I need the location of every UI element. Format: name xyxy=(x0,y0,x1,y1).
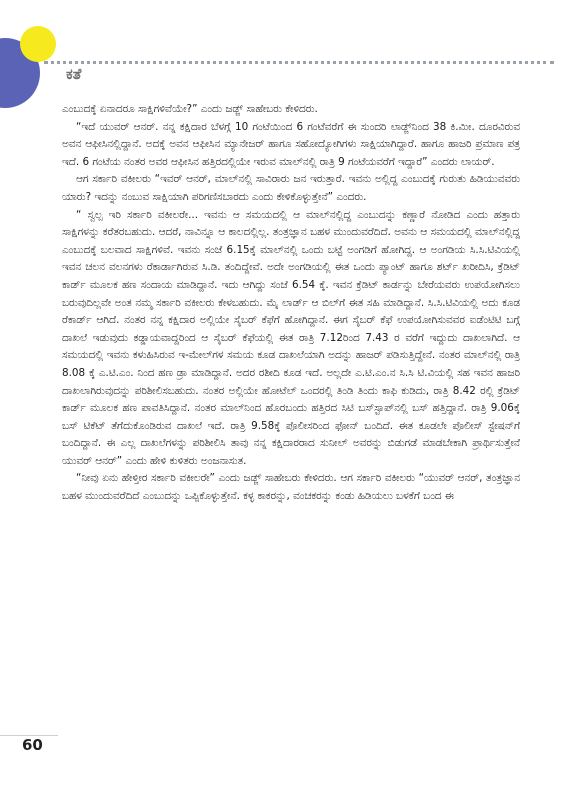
decorative-yellow-circle xyxy=(20,26,56,62)
section-label: ಕತೆ xyxy=(66,65,82,83)
paragraph: ಆಗ ಸರ್ಕಾರಿ ವಕೀಲರು “ಇವರ್ ಆನರ್, ಮಾಲ್‌ನಲ್ಲಿ ಸಾವಿರಾರು ಜನ ಇರುತ್ತಾರೆ. ಇವನು ಅಲ್ಲಿದ್ದ ಎಂಬುದಕ್ಕೆ ಗುರುತು ಹಿಡಿಯುವವರು ಯಾರು? ಇದನ್ನು ನಂಬುವ ಸಾಕ್ಷಿಯಾಗಿ ಪರಿಗಣಿಸಬಾರದು ಎಂದು ಕೇಳಿಕೊಳ್ಳುತ್ತೇನೆ” ಎಂದರು. xyxy=(62,173,520,203)
article-body xyxy=(62,101,520,506)
dotted-header-rule xyxy=(44,61,554,64)
page-number: 60 xyxy=(22,736,43,754)
paragraph: ಎಂಬುದಕ್ಕೆ ಏನಾದರೂ ಸಾಕ್ಷಿಗಳಿವೆಯೇ?” ಎಂದು ಜಡ್ಜ್ ಸಾಹೇಬರು ಕೇಳಿದರು. xyxy=(62,103,318,115)
paragraph: “ಇದೆ ಯುವರ್ ಆನರ್. ನನ್ನ ಕಕ್ಷಿದಾರ ಬೆಳಗ್ಗೆ 10 ಗಂಟೆಯಿಂದ 6 ಗಂಟೆವರೆಗೆ ಈ ಸುಂದರಿ ಲಾಡ್ಜ್‌ನಿಂದ 38 ಕಿ.ಮೀ. ದೂರವಿರುವ ಅವನ ಆಫೀಸಿನಲ್ಲಿದ್ದಾನೆ. ಅದಕ್ಕೆ ಅವನ ಆಫೀಸಿನ ಮ್ಯಾನೇಜರ್ ಹಾಗೂ ಸಹೋದ್ಯೋಗಿಗಳು ಸಾಕ್ಷಿಯಾಗಿದ್ದಾರೆ. ಹಾಗೂ ಹಾಜರಿ ಪ್ರಮಾಣ ಪತ್ರ ಇದೆ. 6 ಗಂಟೆಯ ನಂತರ ಅವರ ಆಫೀಸಿನ ಹತ್ತಿರದಲ್ಲಿಯೇ ಇರುವ ಮಾಲ್‌ನಲ್ಲಿ ರಾತ್ರಿ 9 ಗಂಟೆಯವರೆಗೆ ಇದ್ದಾರೆ” ಎಂದರು ಲಾಯರ್. xyxy=(62,120,520,168)
paragraph: “ ಸ್ವಲ್ಪ ಇರಿ ಸರ್ಕಾರಿ ವಕೀಲರೇ... ಇವನು ಆ ಸಮಯದಲ್ಲಿ ಆ ಮಾಲ್‌ನಲ್ಲಿದ್ದ ಎಂಬುದನ್ನು ಕಣ್ಣಾರೆ ನೋಡಿದ ಎಂದು ಹತ್ತಾರು ಸಾಕ್ಷಿಗಳನ್ನು ಕರೆತರಬಹುದು. ಆದರೆ, ನಾವಿನ್ನೂ ಆ ಕಾಲದಲ್ಲಿಲ್ಲ. ತಂತ್ರಜ್ಞಾನ ಬಹಳ ಮುಂದುವರೆದಿದೆ. ಅವನು ಆ ಸಮಯದಲ್ಲಿ ಮಾಲ್‌ನಲ್ಲಿದ್ದ ಎಂಬುದಕ್ಕೆ ಬಲವಾದ ಸಾಕ್ಷಿಗಳಿವೆ. ಇವನು ಸಂಜೆ 6.15ಕ್ಕೆ ಮಾಲ್‌ನಲ್ಲಿ ಒಂದು ಬಟ್ಟೆ ಅಂಗಡಿಗೆ ಹೋಗಿದ್ದ. ಆ ಅಂಗಡಿಯ ಸಿ.ಸಿ.ಟಿವಿಯಲ್ಲಿ ಇವನ ಚಲನ ವಲನಗಳು ರೆಕಾರ್ಡಾಗಿರುವ ಸಿ.ಡಿ. ತಂದಿದ್ದೇವೆ. ಅದೇ ಅಂಗಡಿಯಲ್ಲಿ ಈತ ಒಂದು ಪ್ಯಾಂಟ್ ಹಾಗೂ ಶರ್ಟ್ ಖರೀದಿಸಿ, ಕ್ರೆಡಿಟ್ ಕಾರ್ಡ್ ಮೂಲಕ ಹಣ ಸಂದಾಯ ಮಾಡಿದ್ದಾನೆ. ಇದು ಆಗಿದ್ದು ಸಂಜೆ 6.54 ಕ್ಕೆ. ಇವನ ಕ್ರೆಡಿಟ್ ಕಾರ್ಡನ್ನು ಬೇರೆಯವರು ಉಪಯೋಗಿಸಲು ಬರುವುದಿಲ್ಲವೇ ಅಂತ ನಮ್ಮ ಸರ್ಕಾರಿ ವಕೀಲರು ಕೇಳಬಹುದು. ಮೈ ಲಾರ್ಡ್ ಆ ಬಿಲ್‌ಗೆ ಈತ ಸಹಿ ಮಾಡಿದ್ದಾನೆ. ಸಿ.ಸಿ.ಟಿವಿಯಲ್ಲಿ ಅದು ಕೂಡ ರೆಕಾರ್ಡ್ ಆಗಿದೆ. ನಂತರ ನನ್ನ ಕಕ್ಷಿದಾರ ಅಲ್ಲಿಯೇ ಸೈಬರ್ ಕೆಫೆಗೆ ಹೋಗಿದ್ದಾನೆ. ಈಗ ಸೈಬರ್ ಕೆಫೆ ಉಪಯೋಗಿಸುವವರ ಐಡೆಂಟಿಟಿ ಬಗ್ಗೆ ದಾಖಲೆ ಇಡುವುದು ಕಡ್ಡಾಯವಾದ್ದರಿಂದ ಆ ಸೈಬರ್ ಕೆಫೆಯಲ್ಲಿ ಈತ ರಾತ್ರಿ 7.12ರಿಂದ 7.43 ರ ವರೆಗೆ ಇದ್ದುದು ದಾಖಲಾಗಿದೆ. ಆ ಸಮಯದಲ್ಲಿ ಇವನು ಕಳುಹಿಸಿರುವ ಇ-ಮೇಲ್‌ಗಳ ಸಮಯ ಕೂಡ ದಾಖಲೆಯಾಗಿ ಅದನ್ನು ಹಾಜರ್ ಪಡಿಸುತ್ತಿದ್ದೇನೆ. ನಂತರ ಮಾಲ್‌ನಲ್ಲಿ ರಾತ್ರಿ 8.08 ಕ್ಕೆ ಎ.ಟಿ.ಎಂ. ನಿಂದ ಹಣ ಡ್ರಾ ಮಾಡಿದ್ದಾನೆ. ಅದರ ರಶೀದಿ ಕೂಡ ಇದೆ. ಅಲ್ಲದೇ ಎ.ಟಿ.ಎಂ.ನ ಸಿ.ಸಿ ಟಿ.ವಿಯಲ್ಲಿ ಸಹ ಇವನ ಹಾಜರಿ ದಾಖಲಾಗಿರುವುದನ್ನು ಪರಿಶೀಲಿಸಬಹುದು. ನಂತರ ಅಲ್ಲಿಯೇ ಹೋಟೆಲ್ ಒಂದರಲ್ಲಿ ತಿಂಡಿ ತಿಂದು ಕಾಫಿ ಕುಡಿದು, ರಾತ್ರಿ 8.42 ರಲ್ಲಿ ಕ್ರೆಡಿಟ್ ಕಾರ್ಡ್ ಮೂಲಕ ಹಣ ಪಾವತಿಸಿದ್ದಾನೆ. ನಂತರ ಮಾಲ್‌ನಿಂದ ಹೊರಬಂದು ಹತ್ತಿರದ ಸಿಟಿ ಬಸ್‌ಸ್ಟಾಪ್‌ನಲ್ಲಿ ಬಸ್ ಹತ್ತಿದ್ದಾನೆ. ರಾತ್ರಿ 9.06ಕ್ಕೆ ಬಸ್ ಟಿಕೆಟ್ ತೆಗೆದುಕೊಂಡಿರುವ ದಾಖಲೆ ಇದೆ. ರಾತ್ರಿ 9.58ಕ್ಕೆ ಪೊಲೀಸರಿಂದ ಫೋನ್ ಬಂದಿದೆ. ಈತ ಕೂಡಲೇ ಪೊಲೀಸ್ ಸ್ಟೇಷನ್‌ಗೆ ಬಂದಿದ್ದಾನೆ. ಈ ಎಲ್ಲ ದಾಖಲೆಗಳನ್ನು ಪರಿಶೀಲಿಸಿ ತಾವು ನನ್ನ ಕಕ್ಷಿದಾರರಾದ ಸುನೀಲ್ ಅವರನ್ನು ಬಿಡುಗಡೆ ಮಾಡಬೇಕಾಗಿ ಪ್ರಾರ್ಥಿಸುತ್ತೇನೆ ಯುವರ್ ಆನರ್” ಎಂದು ಹೇಳಿ ಕುಳಿತರು ಅಂಜನಾಸುತ. xyxy=(62,208,520,467)
paragraph: “ನೀವು ಏನು ಹೇಳ್ತೀರ ಸರ್ಕಾರಿ ವಕೀಲರೇ” ಎಂದು ಜಡ್ಜ್ ಸಾಹೇಬರು ಕೇಳಿದರು. ಆಗ ಸರ್ಕಾರಿ ವಕೀಲರು “ಯುವರ್ ಆನರ್, ತಂತ್ರಜ್ಞಾನ ಬಹಳ ಮುಂದುವರೆದಿದೆ ಎಂಬುದನ್ನು ಒಪ್ಪಿಕೊಳ್ಳುತ್ತೇನೆ. ಕಳ್ಳ ಕಾಕರನ್ನು, ವಂಚಕರನ್ನು ಕಂಡು ಹಿಡಿಯಲು ಬಳಕೆಗೆ ಬಂದ ಈ xyxy=(62,472,520,503)
